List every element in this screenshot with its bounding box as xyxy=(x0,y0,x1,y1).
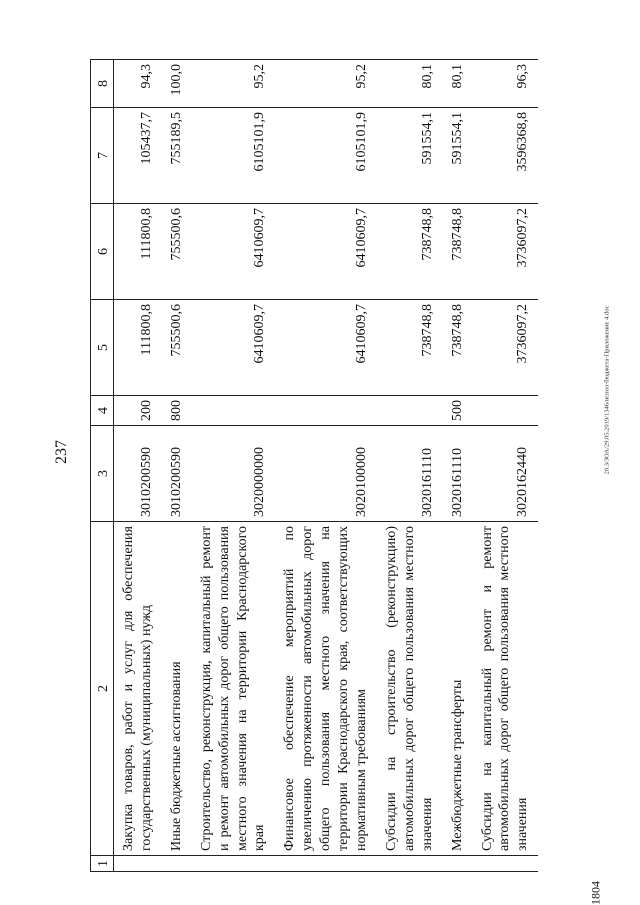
cell-col8: 95,2 xyxy=(192,60,276,108)
cell-vr: 800 xyxy=(162,396,192,426)
header-col-2: 2 xyxy=(91,522,114,856)
document-file-path: 20.3/ЗОА/29.05.2019/1346/испол-бюджета-Приложение 4.doc xyxy=(603,305,611,475)
cell-vr xyxy=(473,396,539,426)
cell-col8: 80,1 xyxy=(443,60,473,108)
table-row xyxy=(162,60,192,872)
cell-col5: 111800,8 xyxy=(114,300,162,396)
cell-col5: 755500,6 xyxy=(162,300,192,396)
cell-name: Субсидии на капитальный ремонт и ремонт автомобильных дорог общего пользования местного значения xyxy=(473,522,539,856)
header-col-1: 1 xyxy=(91,856,114,872)
cell-col6: 755500,6 xyxy=(162,204,192,300)
cell-col7: 3596368,8 xyxy=(473,108,539,204)
cell-vr xyxy=(192,396,276,426)
budget-execution-table xyxy=(90,59,538,872)
cell-index xyxy=(443,856,473,872)
cell-col6: 738748,8 xyxy=(377,204,443,300)
cell-vr: 200 xyxy=(114,396,162,426)
table-row xyxy=(443,60,473,872)
cell-col7: 6105101,9 xyxy=(192,108,276,204)
cell-vr: 500 xyxy=(443,396,473,426)
header-col-3: 3 xyxy=(91,426,114,522)
cell-name: Закупка товаров, работ и услуг для обеспечения государственных (муниципальных) нужд xyxy=(114,522,162,856)
cell-index xyxy=(114,856,162,872)
cell-col5: 738748,8 xyxy=(377,300,443,396)
cell-col5: 6410609,7 xyxy=(192,300,276,396)
cell-col8: 94,3 xyxy=(114,60,162,108)
table-row xyxy=(192,60,276,872)
cell-col5: 3736097,2 xyxy=(473,300,539,396)
page-number: 237 xyxy=(53,440,70,464)
cell-index xyxy=(473,856,539,872)
cell-col6: 738748,8 xyxy=(443,204,473,300)
cell-col7: 755189,5 xyxy=(162,108,192,204)
cell-col7: 105437,7 xyxy=(114,108,162,204)
cell-vr xyxy=(377,396,443,426)
cell-code: 3020162440 xyxy=(473,426,539,522)
header-col-5: 5 xyxy=(91,300,114,396)
cell-col7: 6105101,9 xyxy=(275,108,377,204)
cell-index xyxy=(192,856,276,872)
header-col-7: 7 xyxy=(91,108,114,204)
cell-name: Иные бюджетные ассигнования xyxy=(162,522,192,856)
cell-code: 3010200590 xyxy=(162,426,192,522)
cell-col6: 6410609,7 xyxy=(275,204,377,300)
header-col-6: 6 xyxy=(91,204,114,300)
cell-col8: 95,2 xyxy=(275,60,377,108)
table-row xyxy=(377,60,443,872)
cell-col6: 6410609,7 xyxy=(192,204,276,300)
table-row xyxy=(275,60,377,872)
cell-col8: 96,3 xyxy=(473,60,539,108)
cell-index xyxy=(162,856,192,872)
cell-col8: 80,1 xyxy=(377,60,443,108)
cell-name: Строительство, реконструкция, капитальный ремонт и ремонт автомобильных дорог общего пользования местного значения на территории Краснодарского края xyxy=(192,522,276,856)
header-col-8: 8 xyxy=(91,60,114,108)
cell-index xyxy=(275,856,377,872)
cell-col6: 111800,8 xyxy=(114,204,162,300)
cell-code: 3020161110 xyxy=(443,426,473,522)
cell-name: Субсидии на строительство (реконструкцию) автомобильных дорог общего пользования местного значения xyxy=(377,522,443,856)
cell-name: Финансовое обеспечение мероприятий по увеличению протяженности автомобильных дорог общего пользования местного значения на территории Краснодарского края, соответствующих нормативным требованиям xyxy=(275,522,377,856)
table-row xyxy=(473,60,539,872)
cell-vr xyxy=(275,396,377,426)
cell-code: 3010200590 xyxy=(114,426,162,522)
cell-col5: 738748,8 xyxy=(443,300,473,396)
corner-page-number: 1804 xyxy=(588,881,603,905)
cell-col8: 100,0 xyxy=(162,60,192,108)
cell-col6: 3736097,2 xyxy=(473,204,539,300)
cell-code: 3020100000 xyxy=(275,426,377,522)
cell-col7: 591554,1 xyxy=(377,108,443,204)
table-header-row xyxy=(91,60,114,872)
cell-index xyxy=(377,856,443,872)
budget-table-container xyxy=(90,60,590,872)
header-col-4: 4 xyxy=(91,396,114,426)
cell-col5: 6410609,7 xyxy=(275,300,377,396)
cell-code: 3020000000 xyxy=(192,426,276,522)
cell-col7: 591554,1 xyxy=(443,108,473,204)
table-row xyxy=(114,60,162,872)
cell-code: 3020161110 xyxy=(377,426,443,522)
cell-name: Межбюджетные трансферты xyxy=(443,522,473,856)
